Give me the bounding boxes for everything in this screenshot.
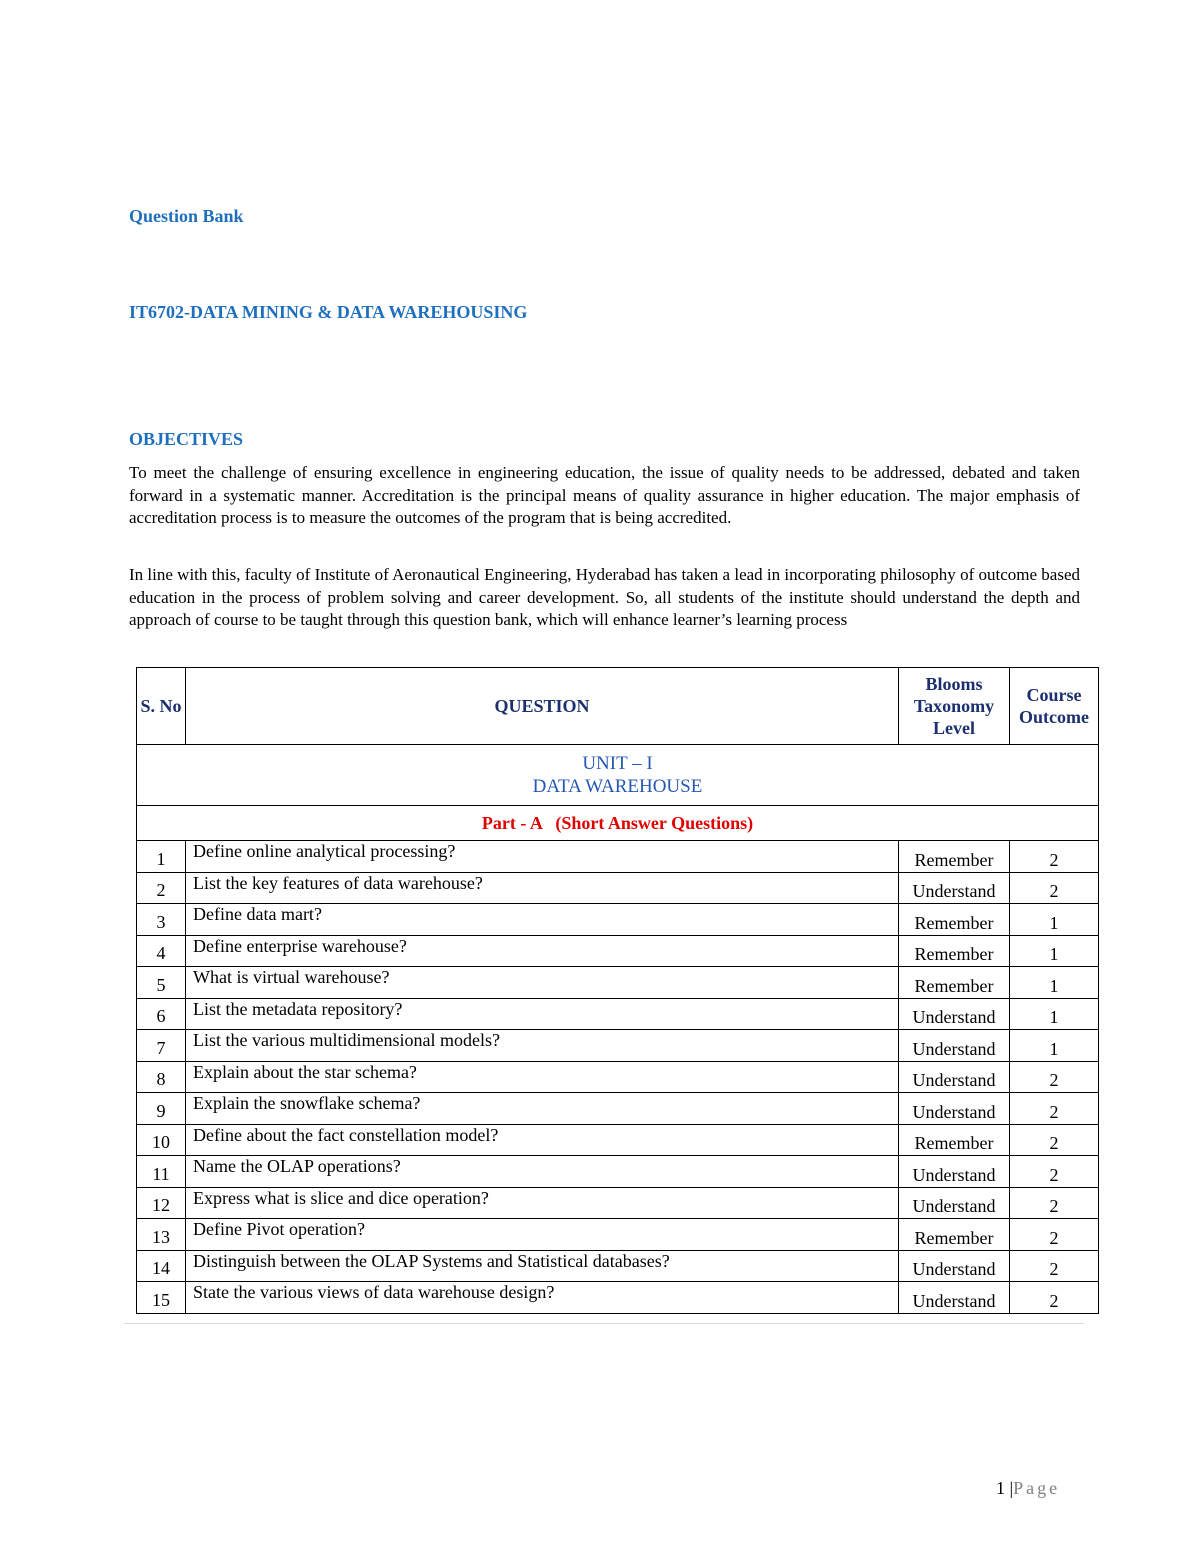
- table-row: [137, 935, 1099, 967]
- header-blooms-line1: Blooms: [925, 674, 983, 694]
- row-course-outcome: 2: [1010, 1219, 1099, 1251]
- row-course-outcome: 2: [1010, 1282, 1099, 1314]
- table-row: [137, 1061, 1099, 1093]
- row-sno: 3: [137, 904, 186, 936]
- table-row: [137, 1093, 1099, 1125]
- row-sno: 14: [137, 1250, 186, 1282]
- row-blooms-level: Understand: [899, 872, 1010, 904]
- row-sno: 2: [137, 872, 186, 904]
- page-label: Page: [1013, 1478, 1061, 1498]
- row-question: Explain about the star schema?: [186, 1061, 899, 1093]
- header-blooms-line2: Taxonomy: [913, 696, 995, 716]
- row-question: Define data mart?: [186, 904, 899, 936]
- table-row: [137, 1187, 1099, 1219]
- table-row: [137, 1250, 1099, 1282]
- table-row: [137, 967, 1099, 999]
- row-course-outcome: 2: [1010, 1250, 1099, 1282]
- header-outcome-line2: Outcome: [1019, 707, 1089, 727]
- row-question: Express what is slice and dice operation?: [186, 1187, 899, 1219]
- table-row: [137, 998, 1099, 1030]
- unit-name: DATA WAREHOUSE: [532, 776, 703, 797]
- part-heading: Part - A (Short Answer Questions): [137, 806, 1099, 841]
- row-sno: 5: [137, 967, 186, 999]
- objectives-paragraph-1: To meet the challenge of ensuring excellence in engineering education, the issue of quality needs to be addressed, debated and taken forward in a systematic manner. Accreditation is the principal means of quality assurance in higher education. The major emphasis of accreditation process is to measure the outcomes of the program that is being accredited.: [129, 463, 1080, 528]
- row-blooms-level: Remember: [899, 935, 1010, 967]
- objectives-paragraph-2: In line with this, faculty of Institute of Aeronautical Engineering, Hyderabad has taken a lead in incorporating philosophy of outcome based education in the process of problem solving and career development. So, all students of the institute should understand the depth and approach of course to be taught through this question bank, which will enhance learner’s learning process: [129, 565, 1080, 630]
- row-sno: 13: [137, 1219, 186, 1251]
- unit-number: UNIT – I: [582, 753, 653, 774]
- row-sno: 10: [137, 1124, 186, 1156]
- row-blooms-level: Understand: [899, 998, 1010, 1030]
- page-footer: [996, 1478, 1060, 1499]
- row-question: Define about the fact constellation model?: [186, 1124, 899, 1156]
- row-sno: 4: [137, 935, 186, 967]
- row-course-outcome: 2: [1010, 1124, 1099, 1156]
- row-blooms-level: Understand: [899, 1156, 1010, 1188]
- objectives-heading: OBJECTIVES: [129, 429, 244, 449]
- row-blooms-level: Understand: [899, 1030, 1010, 1062]
- header-sno: S. No: [137, 668, 186, 745]
- header-question: QUESTION: [186, 668, 899, 745]
- table-row: [137, 872, 1099, 904]
- unit-row: [137, 745, 1099, 806]
- row-course-outcome: 2: [1010, 1061, 1099, 1093]
- row-sno: 7: [137, 1030, 186, 1062]
- row-sno: 15: [137, 1282, 186, 1314]
- unit-heading: [137, 745, 1099, 806]
- row-blooms-level: Understand: [899, 1093, 1010, 1125]
- row-blooms-level: Remember: [899, 1124, 1010, 1156]
- row-course-outcome: 2: [1010, 841, 1099, 873]
- row-course-outcome: 1: [1010, 998, 1099, 1030]
- header-course-outcome: [1010, 668, 1099, 745]
- row-question: List the key features of data warehouse?: [186, 872, 899, 904]
- table-row: [137, 841, 1099, 873]
- row-sno: 12: [137, 1187, 186, 1219]
- page-number: 1: [996, 1478, 1005, 1498]
- row-question: List the various multidimensional models?: [186, 1030, 899, 1062]
- row-blooms-level: Remember: [899, 1219, 1010, 1251]
- header-outcome-line1: Course: [1026, 685, 1082, 705]
- row-blooms-level: Remember: [899, 841, 1010, 873]
- row-course-outcome: 2: [1010, 872, 1099, 904]
- row-question: What is virtual warehouse?: [186, 967, 899, 999]
- row-sno: 1: [137, 841, 186, 873]
- table-row: [137, 1219, 1099, 1251]
- table-row: [137, 1156, 1099, 1188]
- row-question: Distinguish between the OLAP Systems and Statistical databases?: [186, 1250, 899, 1282]
- document-title: Question Bank: [129, 206, 244, 226]
- row-sno: 9: [137, 1093, 186, 1125]
- row-course-outcome: 1: [1010, 1030, 1099, 1062]
- row-course-outcome: 2: [1010, 1156, 1099, 1188]
- row-question: List the metadata repository?: [186, 998, 899, 1030]
- header-blooms-line3: Level: [933, 718, 975, 738]
- row-course-outcome: 1: [1010, 967, 1099, 999]
- row-sno: 11: [137, 1156, 186, 1188]
- table-row: [137, 1030, 1099, 1062]
- row-course-outcome: 1: [1010, 904, 1099, 936]
- row-question: State the various views of data warehouse design?: [186, 1282, 899, 1314]
- row-question: Define online analytical processing?: [186, 841, 899, 873]
- row-question: Explain the snowflake schema?: [186, 1093, 899, 1125]
- row-sno: 6: [137, 998, 186, 1030]
- row-course-outcome: 2: [1010, 1187, 1099, 1219]
- table-row: [137, 1282, 1099, 1314]
- row-blooms-level: Understand: [899, 1250, 1010, 1282]
- table-header-row: [137, 668, 1099, 745]
- header-blooms-level: [899, 668, 1010, 745]
- table-row: [137, 1124, 1099, 1156]
- row-question: Define Pivot operation?: [186, 1219, 899, 1251]
- question-table: [136, 667, 1099, 1314]
- row-blooms-level: Understand: [899, 1282, 1010, 1314]
- part-row: [137, 806, 1099, 841]
- row-question: Define enterprise warehouse?: [186, 935, 899, 967]
- row-blooms-level: Remember: [899, 967, 1010, 999]
- row-question: Name the OLAP operations?: [186, 1156, 899, 1188]
- row-course-outcome: 2: [1010, 1093, 1099, 1125]
- course-title: IT6702-DATA MINING & DATA WAREHOUSING: [129, 302, 528, 322]
- row-blooms-level: Understand: [899, 1187, 1010, 1219]
- page-separator: |: [1009, 1478, 1014, 1498]
- footer-divider: [124, 1323, 1084, 1324]
- row-blooms-level: Remember: [899, 904, 1010, 936]
- row-blooms-level: Understand: [899, 1061, 1010, 1093]
- row-course-outcome: 1: [1010, 935, 1099, 967]
- row-sno: 8: [137, 1061, 186, 1093]
- table-row: [137, 904, 1099, 936]
